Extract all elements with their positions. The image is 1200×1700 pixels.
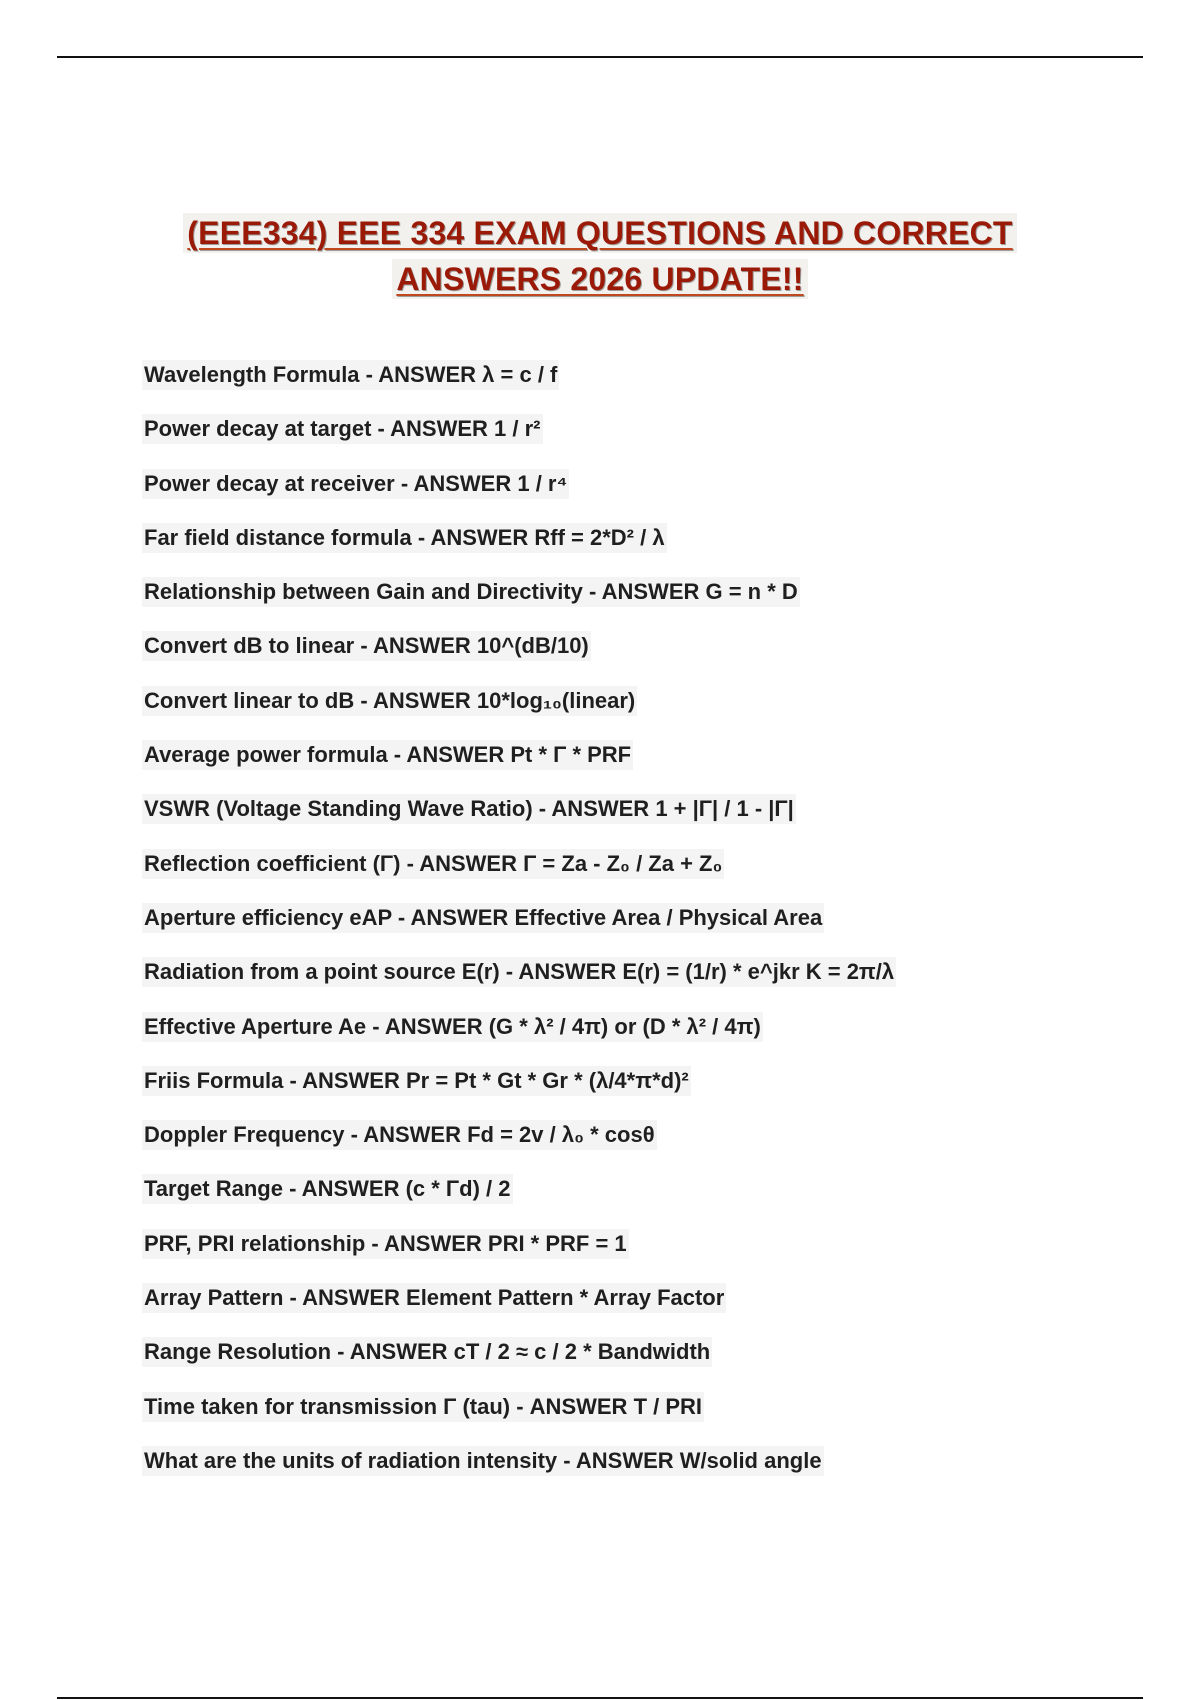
answer-text: W/solid angle — [679, 1447, 822, 1473]
question-text: Friis Formula - ANSWER — [144, 1067, 406, 1093]
list-item — [142, 1337, 1142, 1391]
list-item — [142, 469, 1142, 523]
answer-text: λ = c / f — [482, 362, 558, 387]
question-text: Power decay at target - ANSWER — [144, 416, 495, 442]
qa-list — [142, 360, 1142, 1500]
question-text: Time taken for transmission Γ (tau) - ANSWER — [144, 1393, 634, 1419]
answer-text: 10*log₁₀(linear) — [476, 687, 636, 713]
answer-text: (c * Γd) / 2 — [405, 1176, 511, 1202]
answer-text: Fd = 2v / λ₀ * cosθ — [467, 1122, 655, 1148]
list-item — [142, 360, 1142, 414]
question-text: Target Range - ANSWER — [144, 1176, 406, 1202]
answer-text: Effective Area / Physical Area — [514, 904, 823, 930]
list-item — [142, 1392, 1142, 1446]
answer-text: Γ = Za - Z₀ / Za + Z₀ — [523, 850, 723, 876]
list-item — [142, 631, 1142, 685]
question-text: Relationship between Gain and Directivity - ANSWER — [144, 579, 706, 605]
question-text: Doppler Frequency - ANSWER — [144, 1122, 468, 1148]
answer-text: Pt * Γ * PRF — [510, 742, 632, 768]
answer-text: 1 / r⁴ — [517, 470, 568, 496]
question-text: What are the units of radiation intensity - ANSWER — [144, 1447, 680, 1473]
answer-text: cT / 2 ≈ c / 2 * Bandwidth — [453, 1339, 711, 1365]
list-item — [142, 1066, 1142, 1120]
list-item — [142, 1446, 1142, 1500]
question-text: Convert dB to linear - ANSWER — [144, 633, 477, 659]
list-item — [142, 957, 1142, 1011]
question-text: Aperture efficiency eAP - ANSWER — [144, 904, 515, 930]
list-item — [142, 1012, 1142, 1066]
list-item — [142, 1229, 1142, 1283]
list-item — [142, 686, 1142, 740]
question-text: Reflection coefficient (Γ) - ANSWER — [144, 850, 524, 876]
question-text: Effective Aperture Ae - ANSWER — [144, 1013, 489, 1039]
list-item — [142, 1120, 1142, 1174]
list-item — [142, 523, 1142, 577]
list-item — [142, 577, 1142, 631]
list-item — [142, 1283, 1142, 1337]
answer-text: (G * λ² / 4π) or (D * λ² / 4π) — [488, 1013, 761, 1039]
answer-text: G = n * D — [705, 579, 798, 605]
question-text: Average power formula - ANSWER — [144, 742, 511, 768]
list-item — [142, 740, 1142, 794]
question-text: Far field distance formula - ANSWER — [144, 524, 535, 550]
answer-text: Rff = 2*D² / λ — [534, 524, 665, 550]
answer-text: 1 + |Γ| / 1 - |Γ| — [655, 796, 794, 822]
footer-rule — [57, 1697, 1143, 1699]
answer-text: Element Pattern * Array Factor — [406, 1285, 725, 1311]
answer-text: PRI * PRF = 1 — [487, 1230, 627, 1256]
question-text: Convert linear to dB - ANSWER — [144, 687, 477, 713]
question-text: Power decay at receiver - ANSWER — [144, 470, 518, 496]
question-text: VSWR (Voltage Standing Wave Ratio) - ANSWER — [144, 796, 656, 822]
list-item — [142, 849, 1142, 903]
list-item — [142, 794, 1142, 848]
question-text: PRF, PRI relationship - ANSWER — [144, 1230, 488, 1256]
answer-text: T / PRI — [633, 1393, 703, 1419]
document-title — [0, 213, 1200, 305]
answer-text: Pr = Pt * Gt * Gr * (λ/4*π*d)² — [405, 1067, 689, 1093]
list-item — [142, 903, 1142, 957]
answer-text: 1 / r² — [494, 416, 541, 442]
answer-text: E(r) = (1/r) * e^jkr K = 2π/λ — [622, 959, 895, 985]
title-line-2: ANSWERS 2026 UPDATE!! — [392, 259, 807, 299]
header-rule — [57, 56, 1143, 58]
answer-text: 10^(dB/10) — [476, 633, 589, 659]
title-line-1: (EEE334) EEE 334 EXAM QUESTIONS AND CORRECT — [183, 213, 1016, 253]
question-text: Range Resolution - ANSWER — [144, 1339, 454, 1365]
question-text: Wavelength Formula - ANSWER — [144, 362, 483, 387]
list-item — [142, 414, 1142, 468]
question-text: Radiation from a point source E(r) - ANSWER — [144, 959, 623, 985]
list-item — [142, 1174, 1142, 1228]
question-text: Array Pattern - ANSWER — [144, 1285, 407, 1311]
